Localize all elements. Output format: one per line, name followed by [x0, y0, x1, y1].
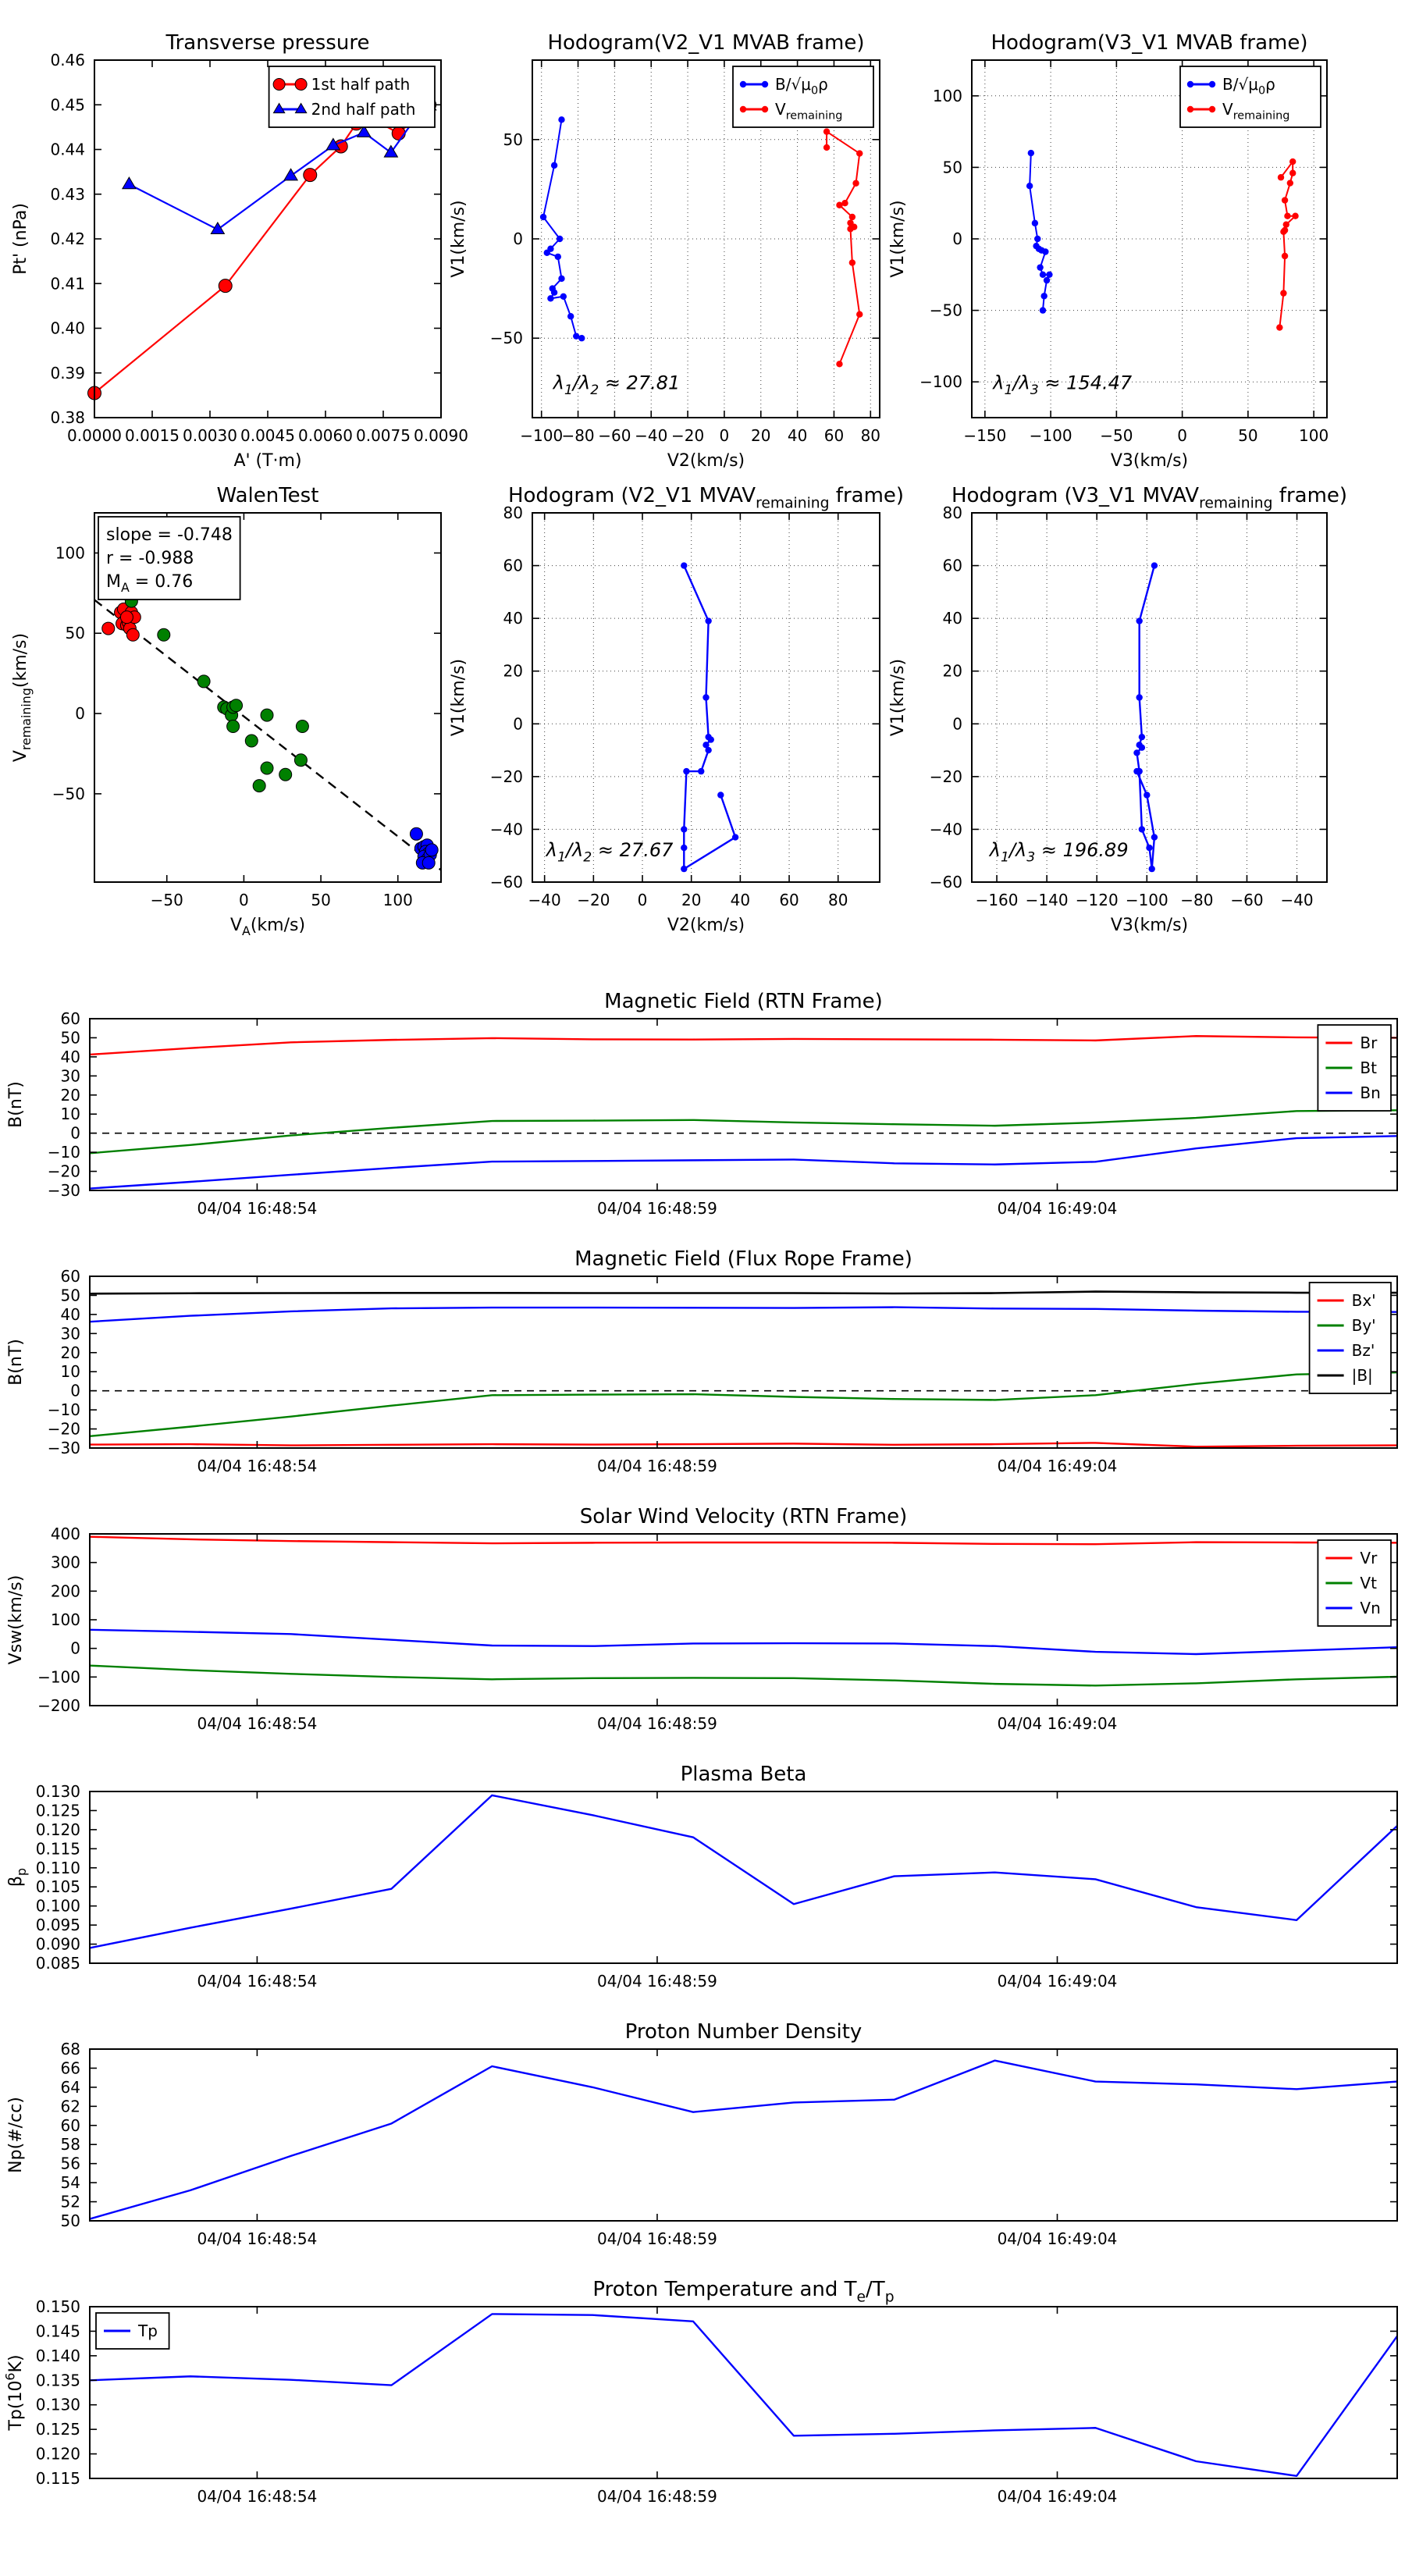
hodogram-v3v1-mvab-ytick: 50	[942, 158, 962, 177]
hodogram-v2v1-mvav-xtick: −20	[577, 891, 610, 909]
magnetic-field-rtn-xtick: 04/04 16:49:04	[997, 1199, 1118, 1218]
walen-test-title: WalenTest	[216, 484, 319, 507]
magnetic-field-flux-rope-ytick: 60	[60, 1267, 80, 1286]
magnetic-field-rtn-legend-label: Br	[1360, 1034, 1378, 1052]
hodogram-v3v1-mvav-ytick: −20	[929, 767, 962, 786]
hodogram-v3v1-mvab-ytick: −50	[929, 301, 962, 320]
magnetic-field-rtn-ytick: −10	[47, 1143, 80, 1162]
proton-number-density-ytick: 64	[60, 2077, 80, 2097]
hodogram-v3v1-mvav-ytick: 40	[942, 609, 962, 628]
magnetic-field-flux-rope-legend-label: Bx'	[1351, 1291, 1376, 1310]
plasma-beta-series-beta	[90, 1795, 1397, 1948]
magnetic-field-flux-rope-ytick: 20	[60, 1343, 80, 1362]
hodogram-v3v1-mvab-xtick: −100	[1029, 426, 1072, 445]
hodogram-v2v1-mvab-xtick: −80	[561, 426, 595, 445]
magnetic-field-flux-rope-ytick: 10	[60, 1362, 80, 1382]
hodogram-v3v1-mvab	[888, 31, 1329, 471]
hodogram-v2v1-mvab-ytick: 0	[513, 229, 523, 248]
hodogram-v3v1-mvab-xtick: −50	[1100, 426, 1133, 445]
transverse-pressure-ytick: 0.40	[50, 318, 85, 338]
hodogram-v3v1-mvab-xtick: 50	[1238, 426, 1258, 445]
hodogram-v2v1-mvab-xtick: −100	[520, 426, 564, 445]
solar-wind-velocity-title: Solar Wind Velocity (RTN Frame)	[579, 1505, 908, 1528]
magnetic-field-rtn-xtick: 04/04 16:48:54	[197, 1199, 318, 1218]
solar-wind-velocity	[6, 1505, 1397, 1733]
hodogram-v3v1-mvab-xtick: −150	[963, 426, 1007, 445]
hodogram-v2v1-mvab-legend-label: $B/√\mu_0\rho$	[775, 75, 828, 98]
hodogram-v2v1-mvab-xtick: −40	[635, 426, 668, 445]
transverse-pressure-ytick: 0.44	[50, 140, 85, 159]
hodogram-v3v1-mvab-series-b-0-	[1026, 150, 1053, 314]
hodogram-v3v1-mvav-xtick: −40	[1280, 891, 1314, 909]
solar-wind-velocity-ytick: −200	[37, 1696, 80, 1715]
proton-number-density-series-np	[90, 2061, 1397, 2219]
walen-test-ytick: 50	[65, 624, 85, 643]
plasma-beta-ytick: 0.125	[35, 1801, 80, 1820]
hodogram-v3v1-mvav	[888, 484, 1347, 935]
solar-wind-velocity-series-vn	[90, 1630, 1397, 1654]
walen-test-series-middle	[125, 595, 308, 792]
hodogram-v3v1-mvav-xtick: −140	[1025, 891, 1069, 909]
magnetic-field-rtn-ytick: 40	[60, 1047, 80, 1066]
magnetic-field-flux-rope-series--b-	[90, 1292, 1397, 1294]
proton-temperature-series-tp	[90, 2314, 1397, 2475]
solar-wind-velocity-ytick: −100	[37, 1667, 80, 1687]
magnetic-field-rtn	[6, 990, 1397, 1218]
magnetic-field-rtn-ytick: 60	[60, 1009, 80, 1028]
walen-test	[11, 484, 441, 938]
hodogram-v2v1-mvav-annotation: $\lambda_1/\lambda_2 \approx 27.67$	[546, 838, 674, 866]
magnetic-field-flux-rope-ytick: 0	[70, 1381, 80, 1400]
hodogram-v3v1-mvab-annotation: $\lambda_1/\lambda_3 \approx 154.47$	[993, 372, 1133, 399]
hodogram-v3v1-mvab-ytick: 100	[932, 86, 962, 105]
magnetic-field-flux-rope	[6, 1247, 1397, 1475]
solar-wind-velocity-ytick: 0	[70, 1638, 80, 1658]
transverse-pressure-ylabel: Pt' (nPa)	[11, 203, 30, 275]
magnetic-field-flux-rope-xtick: 04/04 16:48:59	[597, 1457, 717, 1475]
magnetic-field-flux-rope-ytick: −10	[47, 1400, 80, 1420]
magnetic-field-rtn-ytick: 0	[70, 1123, 80, 1143]
hodogram-v3v1-mvav-xlabel: V3(km/s)	[1110, 916, 1189, 935]
transverse-pressure-series-1st-half-path	[88, 98, 436, 400]
walen-test-ytick: −50	[52, 784, 85, 803]
proton-temperature-xtick: 04/04 16:49:04	[997, 2487, 1118, 2506]
solar-wind-velocity-series-vt	[90, 1666, 1397, 1686]
solar-wind-velocity-legend	[1318, 1540, 1391, 1626]
hodogram-v3v1-mvab-ylabel: V1(km/s)	[888, 200, 908, 278]
solar-wind-velocity-ytick: 200	[50, 1582, 80, 1601]
solar-wind-velocity-ytick: 100	[50, 1610, 80, 1629]
magnetic-field-flux-rope-ytick: 30	[60, 1324, 80, 1343]
solar-wind-velocity-xtick: 04/04 16:49:04	[997, 1714, 1118, 1733]
magnetic-field-rtn-legend-label: Bt	[1360, 1059, 1377, 1077]
magnetic-field-flux-rope-legend-label: By'	[1351, 1316, 1376, 1335]
transverse-pressure-ytick: 0.41	[50, 274, 85, 294]
magnetic-field-flux-rope-legend-label: Bz'	[1351, 1341, 1375, 1360]
plasma-beta-ytick: 0.095	[35, 1916, 80, 1935]
hodogram-v3v1-mvav-xtick: −60	[1230, 891, 1264, 909]
magnetic-field-rtn-ytick: 30	[60, 1066, 80, 1086]
proton-number-density-ytick: 50	[60, 2211, 80, 2230]
hodogram-v2v1-mvab-xlabel: V2(km/s)	[667, 451, 745, 471]
hodogram-v2v1-mvab-annotation: $\lambda_1/\lambda_2 \approx 27.81$	[553, 372, 681, 399]
hodogram-v2v1-mvav-ytick: −20	[489, 767, 523, 786]
plasma-beta-ylabel: $\beta_p$	[6, 1867, 30, 1888]
magnetic-field-flux-rope-legend-label: |B|	[1351, 1366, 1373, 1385]
hodogram-v2v1-mvav-xtick: 20	[681, 891, 702, 909]
hodogram-v2v1-mvav-series-v	[681, 562, 738, 872]
walen-test-series-first-cluster	[102, 603, 141, 641]
hodogram-v2v1-mvav-ytick: 40	[503, 609, 523, 628]
magnetic-field-rtn-ytick: 10	[60, 1105, 80, 1124]
hodogram-v2v1-mvab-xtick: 60	[823, 426, 845, 445]
hodogram-v2v1-mvav-ylabel: V1(km/s)	[449, 658, 468, 737]
transverse-pressure-ytick: 0.45	[50, 95, 85, 115]
walen-test-ylabel: $V_{remaining}(km/s)$	[11, 632, 34, 763]
hodogram-v3v1-mvav-xtick: −160	[975, 891, 1019, 909]
plasma-beta-ytick: 0.105	[35, 1877, 80, 1897]
solar-wind-velocity-ylabel: Vsw(km/s)	[6, 1574, 26, 1665]
hodogram-v3v1-mvav-title: Hodogram (V3_V1 $MVAV_{remaining}$ frame)	[951, 484, 1348, 512]
proton-temperature-xtick: 04/04 16:48:59	[597, 2487, 717, 2506]
hodogram-v2v1-mvav-xtick: 0	[637, 891, 648, 909]
transverse-pressure-xtick: 0.0015	[125, 426, 180, 445]
transverse-pressure-legend	[269, 66, 435, 127]
hodogram-v3v1-mvav-ytick: 60	[942, 556, 962, 575]
plasma-beta-ytick: 0.120	[35, 1820, 80, 1839]
proton-number-density-ylabel: Np(#/cc)	[6, 2097, 26, 2173]
magnetic-field-flux-rope-title: Magnetic Field (Flux Rope Frame)	[574, 1247, 912, 1271]
hodogram-v2v1-mvab-ylabel: V1(km/s)	[449, 200, 468, 278]
hodogram-v3v1-mvab-legend	[1180, 66, 1321, 127]
transverse-pressure-ytick: 0.46	[50, 51, 85, 69]
hodogram-v3v1-mvab-xlabel: V3(km/s)	[1110, 451, 1189, 471]
transverse-pressure-xtick: 0.0030	[183, 426, 237, 445]
magnetic-field-flux-rope-series-by-	[90, 1372, 1397, 1436]
magnetic-field-flux-rope-series-bz-	[90, 1308, 1397, 1322]
solar-wind-velocity-ytick: 300	[50, 1553, 80, 1572]
hodogram-v2v1-mvab-xtick: 0	[719, 426, 730, 445]
solar-wind-velocity-legend-label: Vt	[1360, 1574, 1377, 1592]
transverse-pressure-xtick: 0.0045	[240, 426, 295, 445]
magnetic-field-rtn-xtick: 04/04 16:48:59	[597, 1199, 717, 1218]
magnetic-field-flux-rope-ytick: 50	[60, 1286, 80, 1305]
transverse-pressure-ytick: 0.39	[50, 363, 85, 382]
proton-number-density-ytick: 52	[60, 2192, 80, 2211]
hodogram-v3v1-mvav-ylabel: V1(km/s)	[888, 658, 908, 737]
hodogram-v3v1-mvav-xtick: −100	[1125, 891, 1168, 909]
hodogram-v2v1-mvav-xtick: −40	[528, 891, 561, 909]
hodogram-v2v1-mvab-xtick: 20	[751, 426, 771, 445]
plasma-beta-ytick: 0.085	[35, 1954, 80, 1973]
magnetic-field-rtn-legend	[1318, 1025, 1391, 1111]
proton-number-density-ytick: 62	[60, 2097, 80, 2116]
proton-temperature-ytick: 0.125	[35, 2420, 80, 2439]
magnetic-field-flux-rope-ytick: 40	[60, 1304, 80, 1324]
proton-temperature-ytick: 0.145	[35, 2322, 80, 2341]
magnetic-field-rtn-ytick: −30	[47, 1181, 80, 1200]
plasma-beta-ytick: 0.090	[35, 1934, 80, 1954]
transverse-pressure-xtick: 0.0090	[414, 426, 468, 445]
hodogram-v2v1-mvav-ytick: 80	[503, 503, 523, 522]
magnetic-field-flux-rope-series-bx-	[90, 1443, 1397, 1446]
magnetic-field-rtn-series-br	[90, 1036, 1397, 1055]
walen-test-series-fit	[94, 600, 441, 870]
hodogram-v2v1-mvab-title: Hodogram(V2_V1 MVAB frame)	[547, 31, 865, 55]
hodogram-v2v1-mvab-legend-label: $V_{remaining}$	[775, 100, 843, 123]
solar-wind-velocity-series-vr	[90, 1537, 1397, 1545]
proton-temperature-ytick: 0.150	[35, 2297, 80, 2316]
hodogram-v3v1-mvab-ytick: −100	[919, 372, 962, 392]
magnetic-field-rtn-legend-label: Bn	[1360, 1083, 1381, 1102]
magnetic-field-rtn-ytick: 20	[60, 1085, 80, 1105]
hodogram-v3v1-mvab-xtick: 0	[1177, 426, 1187, 445]
proton-temperature-xtick: 04/04 16:48:54	[197, 2487, 318, 2506]
hodogram-v3v1-mvab-legend-label: $B/√\mu_0\rho$	[1222, 75, 1275, 98]
hodogram-v2v1-mvav-ytick: 20	[503, 661, 523, 681]
magnetic-field-rtn-title: Magnetic Field (RTN Frame)	[604, 990, 883, 1013]
magnetic-field-rtn-series-bt	[90, 1110, 1397, 1153]
proton-temperature	[3, 2278, 1397, 2506]
magnetic-field-rtn-ylabel: B(nT)	[6, 1081, 26, 1128]
proton-temperature-ytick: 0.115	[35, 2469, 80, 2488]
hodogram-v2v1-mvab-ytick: −50	[489, 329, 523, 348]
proton-temperature-legend-label: Tp	[138, 2322, 158, 2340]
hodogram-v3v1-mvav-ytick: 0	[952, 714, 962, 734]
plasma-beta-xtick: 04/04 16:49:04	[997, 1972, 1118, 1991]
hodogram-v3v1-mvav-ytick: 20	[942, 661, 962, 681]
plasma-beta-ytick: 0.115	[35, 1839, 80, 1859]
hodogram-v2v1-mvab-series-vremaining	[823, 128, 863, 367]
transverse-pressure-ytick: 0.42	[50, 229, 85, 248]
walen-test-stat-line: r = -0.988	[106, 549, 194, 568]
solar-wind-velocity-xtick: 04/04 16:48:54	[197, 1714, 318, 1733]
hodogram-v2v1-mvab	[449, 31, 880, 471]
hodogram-v3v1-mvab-xtick: 100	[1299, 426, 1329, 445]
hodogram-v2v1-mvav-xlabel: V2(km/s)	[667, 916, 745, 935]
hodogram-v2v1-mvav-ytick: −40	[489, 820, 523, 839]
hodogram-v2v1-mvav-ytick: −60	[489, 873, 523, 891]
magnetic-field-flux-rope-ylabel: B(nT)	[6, 1339, 26, 1386]
magnetic-field-flux-rope-xtick: 04/04 16:49:04	[997, 1457, 1118, 1475]
hodogram-v2v1-mvav-xtick: 40	[730, 891, 751, 909]
proton-temperature-ylabel: $Tp(10^6K)$	[2, 2354, 26, 2431]
plasma-beta-xtick: 04/04 16:48:59	[597, 1972, 717, 1991]
proton-temperature-legend	[96, 2313, 169, 2349]
proton-number-density-ytick: 60	[60, 2115, 80, 2135]
hodogram-v3v1-mvav-xtick: −80	[1180, 891, 1214, 909]
plasma-beta-ytick: 0.100	[35, 1896, 80, 1916]
walen-test-stat-line: slope = -0.748	[106, 525, 233, 545]
walen-test-stat-line: $M_A = 0.76$	[106, 572, 194, 596]
hodogram-v3v1-mvab-ytick: 0	[952, 229, 962, 248]
proton-number-density-ytick: 56	[60, 2154, 80, 2173]
transverse-pressure-xtick: 0.0000	[67, 426, 122, 445]
hodogram-v3v1-mvav-ytick: 80	[942, 503, 962, 522]
plasma-beta	[6, 1763, 1397, 1991]
magnetic-field-rtn-ytick: 50	[60, 1028, 80, 1048]
walen-test-series-second-cluster	[410, 827, 438, 869]
proton-number-density-ytick: 54	[60, 2173, 80, 2193]
transverse-pressure-title: Transverse pressure	[165, 31, 370, 55]
hodogram-v2v1-mvab-ytick: 50	[503, 130, 523, 149]
proton-number-density-ytick: 58	[60, 2135, 80, 2154]
walen-test-ytick: 100	[55, 543, 85, 563]
hodogram-v3v1-mvav-annotation: $\lambda_1/\lambda_3 \approx 196.89$	[989, 838, 1129, 866]
transverse-pressure-ytick: 0.38	[50, 408, 85, 427]
proton-temperature-ytick: 0.120	[35, 2444, 80, 2464]
solar-wind-velocity-xtick: 04/04 16:48:59	[597, 1714, 717, 1733]
magnetic-field-flux-rope-xtick: 04/04 16:48:54	[197, 1457, 318, 1475]
proton-number-density-ytick: 68	[60, 2040, 80, 2058]
hodogram-v2v1-mvav-xtick: 80	[827, 891, 848, 909]
hodogram-v3v1-mvav-ytick: −40	[929, 820, 962, 839]
solar-wind-velocity-legend-label: Vr	[1360, 1549, 1378, 1567]
hodogram-v2v1-mvav-ytick: 0	[513, 714, 523, 734]
proton-temperature-ytick: 0.140	[35, 2346, 80, 2365]
hodogram-v2v1-mvab-xtick: 40	[787, 426, 808, 445]
transverse-pressure-xtick: 0.0075	[356, 426, 411, 445]
magnetic-field-rtn-ytick: −20	[47, 1162, 80, 1181]
transverse-pressure-xlabel: A' (T·m)	[233, 451, 302, 471]
hodogram-v2v1-mvav-ytick: 60	[503, 556, 523, 575]
hodogram-v3v1-mvav-ytick: −60	[929, 873, 962, 891]
solar-wind-velocity-ytick: 400	[50, 1525, 80, 1543]
plasma-beta-ytick: 0.110	[35, 1858, 80, 1877]
plasma-beta-title: Plasma Beta	[680, 1763, 807, 1786]
transverse-pressure	[11, 31, 468, 471]
walen-test-xlabel: $V_A(km/s)$	[229, 916, 306, 939]
hodogram-v3v1-mvav-grid	[972, 513, 1327, 882]
walen-test-xtick: 0	[239, 891, 249, 909]
magnetic-field-rtn-series-bn	[90, 1136, 1397, 1188]
plasma-beta-ytick: 0.130	[35, 1782, 80, 1801]
proton-temperature-ytick: 0.130	[35, 2395, 80, 2414]
transverse-pressure-legend-label: 1st half path	[311, 75, 411, 94]
hodogram-v2v1-mvav	[449, 484, 904, 935]
proton-number-density	[6, 2020, 1397, 2248]
hodogram-v2v1-mvab-xtick: −20	[670, 426, 705, 445]
walen-test-xtick: 100	[382, 891, 413, 909]
hodogram-v3v1-mvab-legend-label: $V_{remaining}$	[1222, 100, 1290, 123]
proton-number-density-ytick: 66	[60, 2058, 80, 2078]
magnetic-field-flux-rope-ytick: −30	[47, 1439, 80, 1457]
hodogram-v3v1-mvav-xtick: −120	[1075, 891, 1119, 909]
hodogram-v2v1-mvab-xtick: −60	[598, 426, 631, 445]
hodogram-v3v1-mvab-title: Hodogram(V3_V1 MVAB frame)	[991, 31, 1308, 55]
hodogram-v2v1-mvav-title: Hodogram (V2_V1 $MVAV_{remaining}$ frame)	[507, 484, 905, 512]
plasma-beta-xtick: 04/04 16:48:54	[197, 1972, 318, 1991]
transverse-pressure-xtick: 0.0060	[298, 426, 353, 445]
hodogram-v3v1-mvab-series-vremaining	[1276, 158, 1299, 331]
hodogram-v2v1-mvav-xtick: 60	[779, 891, 799, 909]
walen-test-xtick: 50	[311, 891, 331, 909]
walen-test-xtick: −50	[150, 891, 183, 909]
proton-temperature-ytick: 0.135	[35, 2371, 80, 2390]
magnetic-field-flux-rope-legend	[1310, 1283, 1391, 1393]
solar-wind-velocity-legend-label: Vn	[1360, 1599, 1381, 1617]
transverse-pressure-ytick: 0.43	[50, 184, 85, 204]
proton-number-density-xtick: 04/04 16:48:59	[597, 2229, 717, 2248]
proton-number-density-xtick: 04/04 16:48:54	[197, 2229, 318, 2248]
hodogram-v2v1-mvab-legend	[733, 66, 873, 127]
transverse-pressure-legend-label: 2nd half path	[311, 100, 416, 119]
magnetic-field-flux-rope-ytick: −20	[47, 1419, 80, 1439]
hodogram-v2v1-mvab-xtick: 80	[860, 426, 881, 445]
proton-temperature-title: Proton Temperature and $T_e/T_p$	[592, 2278, 895, 2306]
hodogram-v3v1-mvav-series-v	[1133, 562, 1158, 872]
walen-test-ytick: 0	[75, 704, 85, 724]
proton-number-density-xtick: 04/04 16:49:04	[997, 2229, 1118, 2248]
proton-number-density-title: Proton Number Density	[624, 2020, 863, 2044]
